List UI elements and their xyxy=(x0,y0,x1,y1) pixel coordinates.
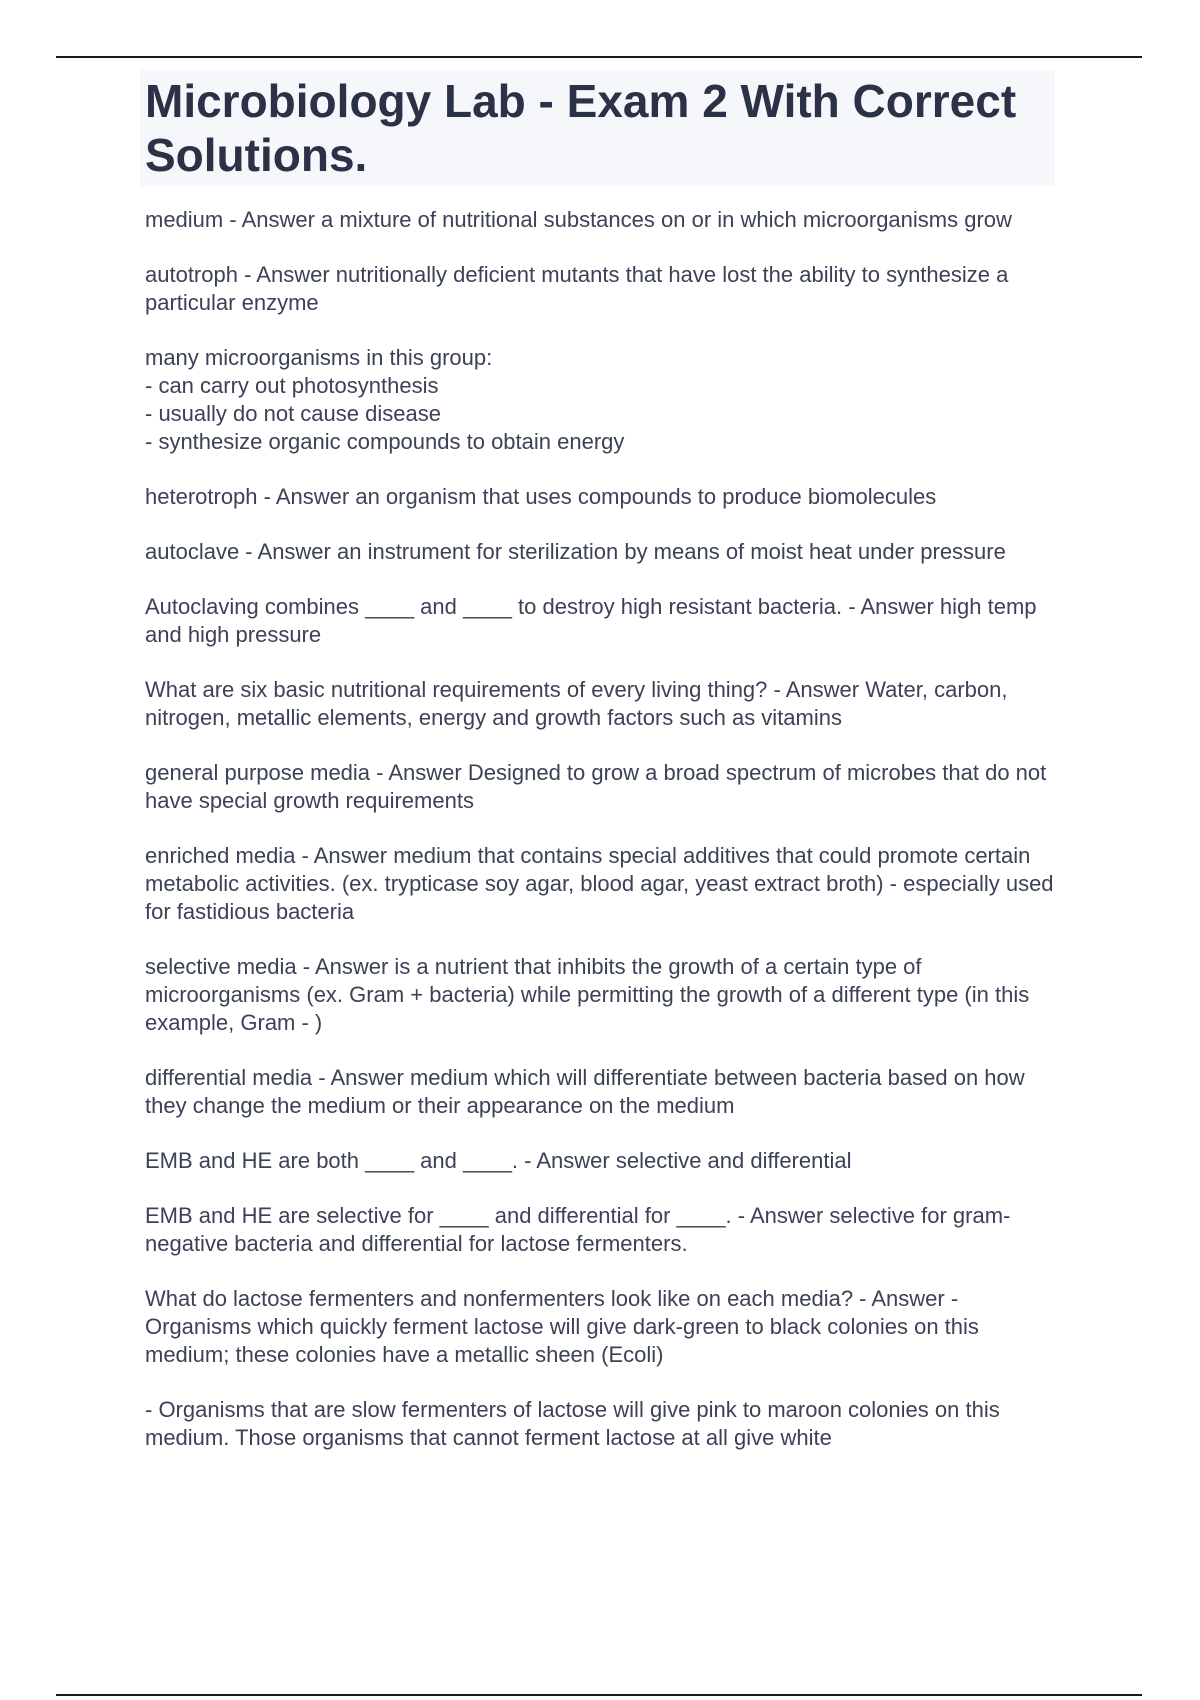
bottom-rule xyxy=(56,1694,1142,1696)
qa-entry-autoclaving-combines: Autoclaving combines ____ and ____ to destroy high resistant bacteria. - Answer high temp and high pressure xyxy=(145,594,1037,647)
qa-entry-slow-fermenters: - Organisms that are slow fermenters of lactose will give pink to maroon colonies on this medium. Those organisms that cannot ferment lactose at all give white xyxy=(145,1397,1000,1450)
document-title: Microbiology Lab - Exam 2 With Correct Solutions. xyxy=(145,75,1017,181)
document-page xyxy=(145,70,1055,1479)
qa-entry-heterotroph: heterotroph - Answer an organism that uses compounds to produce biomolecules xyxy=(145,484,937,509)
qa-entry-autotroph: autotroph - Answer nutritionally deficient mutants that have lost the ability to synthesize a particular enzyme xyxy=(145,262,1009,315)
qa-entry-general-purpose-media: general purpose media - Answer Designed to grow a broad spectrum of microbes that do not have special growth requirements xyxy=(145,760,1047,813)
qa-entry-emb-he-selective-for: EMB and HE are selective for ____ and differential for ____. - Answer selective for gram-negative bacteria and differential for lactose fermenters. xyxy=(145,1203,1011,1256)
qa-entry-emb-he-both: EMB and HE are both ____ and ____. - Answer selective and differential xyxy=(145,1148,852,1173)
qa-entry-enriched-media: enriched media - Answer medium that contains special additives that could promote certain metabolic activities. (ex. trypticase soy agar, blood agar, yeast extract broth) - especially used for fastidious bacteria xyxy=(145,843,1054,924)
qa-entry-lactose-fermenters: What do lactose fermenters and nonfermenters look like on each media? - Answer - Organisms which quickly ferment lactose will give dark-green to black colonies on this medium; these colonies have a metallic sheen (Ecoli) xyxy=(145,1286,979,1367)
qa-entry-differential-media: differential media - Answer medium which will differentiate between bacteria based on how they change the medium or their appearance on the medium xyxy=(145,1065,1025,1118)
qa-entry-nutritional-requirements: What are six basic nutritional requirements of every living thing? - Answer Water, carbon, nitrogen, metallic elements, energy and growth factors such as vitamins xyxy=(145,677,1008,730)
qa-entry-medium: medium - Answer a mixture of nutritional substances on or in which microorganisms grow xyxy=(145,207,1012,232)
qa-entry-autoclave: autoclave - Answer an instrument for sterilization by means of moist heat under pressure xyxy=(145,539,1006,564)
qa-entry-selective-media: selective media - Answer is a nutrient that inhibits the growth of a certain type of microorganisms (ex. Gram + bacteria) while permitting the growth of a different type (in this example, Gram - ) xyxy=(145,954,1030,1035)
title-block xyxy=(140,70,1055,186)
qa-entry-group-characteristics: many microorganisms in this group: - can carry out photosynthesis - usually do not cause disease - synthesize organic compounds to obtain energy xyxy=(145,345,625,454)
top-rule xyxy=(56,56,1142,58)
